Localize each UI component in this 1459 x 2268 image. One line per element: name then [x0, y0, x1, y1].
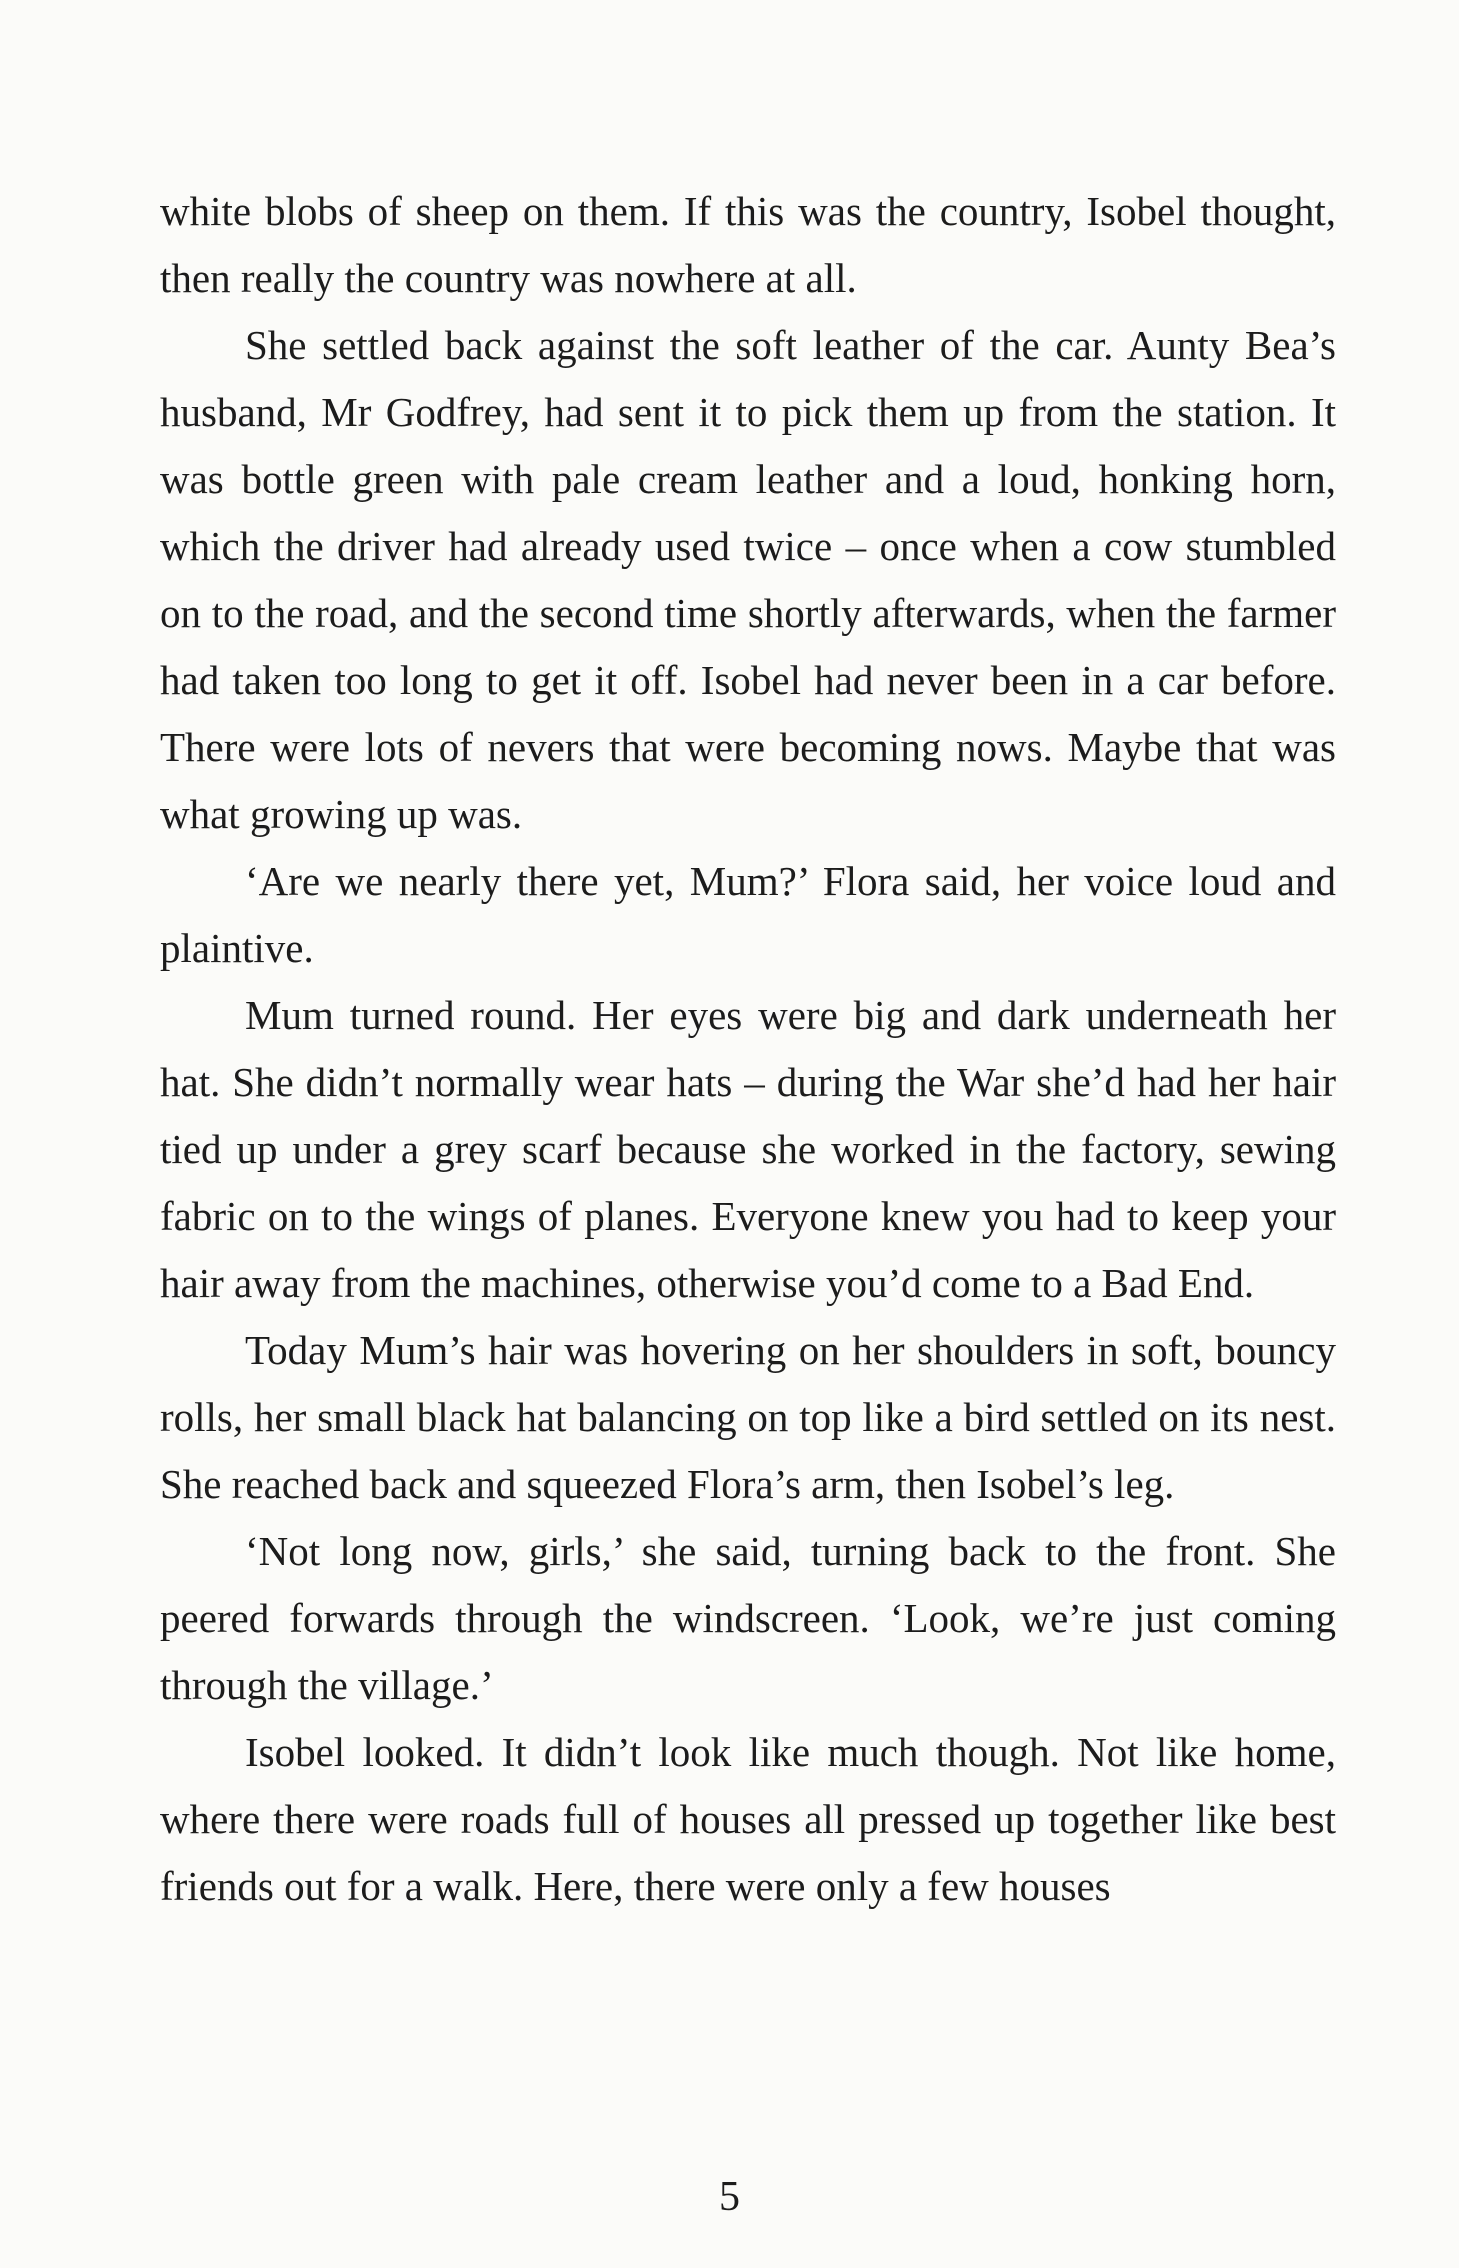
paragraph-4: Mum turned round. Her eyes were big and dark underneath her hat. She didn’t normally wear hats – during the War she’d had her hair tied up under a grey scarf because she worked in the factory, sewing fabric on to the wings of planes. Everyone knew you had to keep your hair away from the machines, otherwise you’d come to a Bad End. [160, 992, 1336, 1306]
paragraph-3: ‘Are we nearly there yet, Mum?’ Flora said, her voice loud and plaintive. [160, 858, 1336, 971]
paragraph-5: Today Mum’s hair was hovering on her shoulders in soft, bouncy rolls, her small black hat balancing on top like a bird settled on its nest. She reached back and squeezed Flora’s arm, then Isobel’s leg. [160, 1327, 1336, 1507]
paragraph-1: white blobs of sheep on them. If this was the country, Isobel thought, then really the country was nowhere at all. [160, 188, 1336, 301]
paragraph-6: ‘Not long now, girls,’ she said, turning back to the front. She peered forwards through the windscreen. ‘Look, we’re just coming through the village.’ [160, 1528, 1336, 1708]
paragraph-7: Isobel looked. It didn’t look like much though. Not like home, where there were roads full of houses all pressed up together like best friends out for a walk. Here, there were only a few houses [160, 1729, 1336, 1909]
paragraph-2: She settled back against the soft leather of the car. Aunty Bea’s husband, Mr Godfrey, had sent it to pick them up from the station. It was bottle green with pale cream leather and a loud, honking horn, which the driver had already used twice – once when a cow stumbled on to the road, and the second time shortly afterwards, when the farmer had taken too long to get it off. Isobel had never been in a car before. There were lots of nevers that were becoming nows. Maybe that was what growing up was. [160, 322, 1336, 837]
body-text [160, 178, 1336, 1920]
page-number: 5 [719, 2174, 740, 2220]
